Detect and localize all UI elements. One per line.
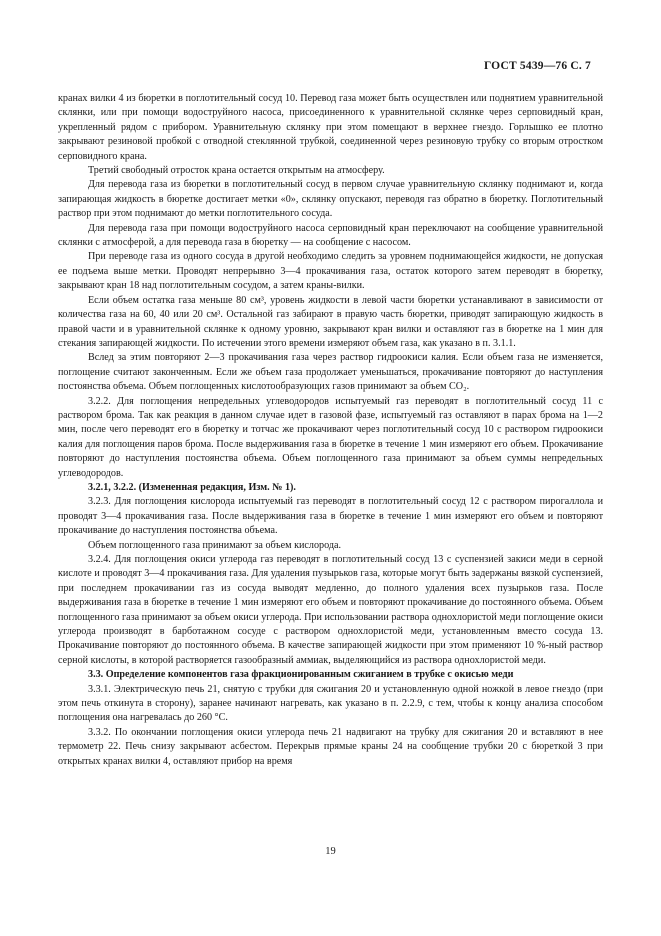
document-body [58,92,603,769]
paragraph: Для перевода газа из бюретки в поглотительный сосуд в первом случае уравнительную склянку поднимают и, когда запирающая жидкость в бюретке достигает метки «0», склянку опускают, переводя газ обратно в бюретку. Поглотительный раствор при этом поднимают до метки поглотительного сосуда. [58,179,603,220]
paragraph: Если объем остатка газа меньше 80 см³, уровень жидкости в левой части бюретки устанавливают в зависимости от количества газа на 60, 40 или 20 см³. Остальной газ забирают в правую часть бюретки, приводят запирающую жидкость в правой части и в уравнительной склянке к одному уровню, закрывают кран вилки и оставляют газ в бюретке на 1 мин для стекания запирающей жидкости. По истечении этого времени измеряют объем газа, как указано в п. 3.1.1. [58,294,603,349]
paragraph: 3.3.2. По окончании поглощения окиси углерода печь 21 надвигают на трубку для сжигания 20 и вставляют в нее термометр 22. Печь снизу закрывают асбестом. Перекрыв прямые краны 24 на сообщение трубки 20 с бюреткой 3 при открытых кранах вилки 4, оставляют прибор на время [58,726,603,767]
paragraph: 3.2.3. Для поглощения кислорода испытуемый газ переводят в поглотительный сосуд 12 с раствором пирогаллола и проводят 3—4 прокачивания газа. После выдерживания газа в бюретке в течение 1 мин измеряют его объем и повторяют прокачивание до наступления постоянства объема. [58,496,603,537]
paragraph: 3.2.2. Для поглощения непредельных углеводородов испытуемый газ переводят в поглотительный сосуд 11 с раствором брома. Так как реакция в данном случае идет в газовой фазе, испытуемый газ оставляют в парах брома на 1—2 мин, после чего переводят его в бюретку и тотчас же прокачивают через поглотительный сосуд 10 с раствором гидроокиси калия для поглощения паров брома. После выдерживания газа в бюретке в течение 1 мин измеряют его объем. Прокачивание повторяют до наступления постоянства объема. Объем поглощенного газа принимают за объем суммы непредельных углеводородов. [58,395,603,479]
paragraph: Объем поглощенного газа принимают за объем кислорода. [88,539,342,551]
paragraph: При переводе газа из одного сосуда в другой необходимо следить за уровнем поднимающейся жидкости, не допуская ее подъема выше метки. Проводят непрерывно 3—4 прокачивания газа, остаток которого затем переводят в бюретку, закрывают кран 18 над поглотительным сосудом, а затем краны-вилки. [58,251,603,292]
paragraph: 3.2.4. Для поглощения окиси углерода газ переводят в поглотительный сосуд 13 с суспензией закиси меди в серной кислоте и проводят 3—4 прокачивания газа. Для удаления пузырьков газа, которые могут быть задержаны вязкой суспензией, при последнем прокачивании газ из сосуда выводят медленно, до полного удаления всех пузырьков газа. После выдерживания газа в бюретке в течение 1 мин измеряют его объем и повторяют прокачивание до постоянного объема. Объем поглощенного газа принимают за объем окиси углерода. При использовании раствора однохлористой меди поглощение окиси углерода производят в барботажном сосуде с раствором однохлористой меди, установленным вместо сосуда 13. Прокачивание повторяют до постоянного объема. В качестве запирающей жидкости при этом применяют 10 %-ный раствор серной кислоты, в которой растворяется газообразный аммиак, выделяющийся из раствора однохлористой меди. [58,554,603,666]
paragraph: Для перевода газа при помощи водоструйного насоса серповидный кран переключают на сообщение уравнительной склянки с атмосферой, а для перевода газа в бюретку — на сообщение с насосом. [58,222,603,249]
section-heading: 3.3. Определение компонентов газа фракционированным сжиганием в трубке с окисью меди [88,669,514,681]
paragraph: 3.3.1. Электрическую печь 21, снятую с трубки для сжигания 20 и установленную одной ножкой в левое гнездо (при этом печь откинута в сторону), заранее начинают нагревать, как указано в п. 2.2.9, с тем, чтобы к концу анализа способом поглощения она нагревалась до 260 °С. [58,683,603,724]
paragraph: Вслед за этим повторяют 2—3 прокачивания газа через раствор гидроокиси калия. Если объем газа не изменяется, поглощение считают законченным. Если же объем газа продолжает уменьшаться, прокачивание повторяют до наступления постоянства объема. Объем поглощенных кислотообразующих газов принимают за объем CO₂. [58,352,603,393]
page-header: ГОСТ 5439—76 С. 7 [483,60,591,72]
amendment-note: 3.2.1, 3.2.2. (Измененная редакция, Изм. № 1). [88,481,296,493]
page-number: 19 [325,846,336,857]
paragraph: Третий свободный отросток крана остается открытым на атмосферу. [88,165,385,177]
paragraph: кранах вилки 4 из бюретки в поглотительный сосуд 10. Перевод газа может быть осуществлен или поднятием уравнительной склянки, или при помощи водоструйного насоса, присоединенного к уравнительной склянке через серповидный кран, укрепленный рядом с прибором. Уравнительную склянку при этом помещают в верхнее гнездо. Горлышко ее плотно закрывают резиновой пробкой с отводной стеклянной трубкой, соединенной через резиновую трубку со вторым отростком серповидного крана. [58,93,603,162]
